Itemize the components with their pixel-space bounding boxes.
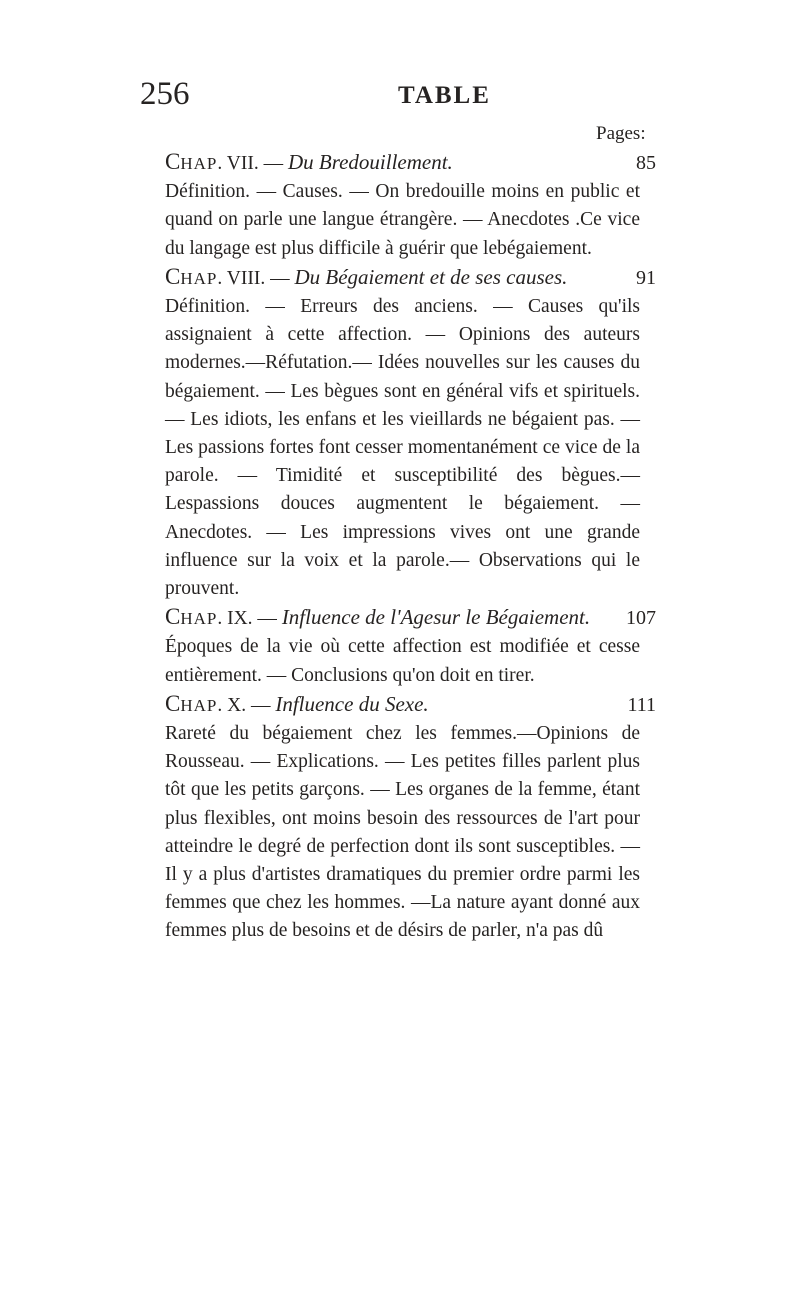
chapter-label: CHAP. VII. — Du Bredouillement. [165,149,453,174]
chapter-entry [165,603,656,690]
chapter-summary: Définition. — Causes. — On bredouille moins en public et quand on parle une langue étrangère. — Anecdotes .Ce vice du langage est plus difficile à guérir que lebégaiement. [165,181,640,259]
page-header [0,74,800,114]
chapter-entry [165,690,656,946]
chapter-heading [165,148,656,178]
page-number: 256 [140,76,190,112]
chapter-title: Du Bredouillement. [287,150,453,174]
chapter-heading [165,263,656,293]
chapter-page-number: 85 [636,152,656,174]
chapter-title: Influence de l'Agesur le Bégaiement. [281,605,591,630]
chapter-label: CHAP. IX. — Influence de l'Agesur le Bégaiement. [165,604,591,630]
chapter-page-number: 91 [636,266,656,289]
table-of-contents [165,148,656,946]
chapter-summary: Rareté du bégaiement chez les femmes.—Opinions de Rousseau. — Explications. — Les petites filles parlent plus tôt que les petits garçons. — Les organes de la femme, étant plus flexibles, ont moins besoin des ressources de l'art pour atteindre le degré de perfection dont ils sont susceptibles. — Il y a plus d'artistes dramatiques du premier ordre parmi les femmes que chez les hommes. —La nature ayant donné aux femmes plus de besoins et de désirs de parler, n'a pas dû [165,723,640,942]
chapter-page-number: 111 [627,693,656,716]
chapter-title: Du Bégaiement et de ses causes. [294,264,568,289]
chapter-heading [165,690,656,720]
chapter-label: CHAP. VIII. — Du Bégaiement et de ses causes. [165,263,568,289]
chapter-title: Influence du Sexe. [275,691,429,716]
chapter-page-number: 107 [626,607,656,630]
chapter-heading [165,603,656,633]
chapter-summary: Définition. — Erreurs des anciens. — Causes qu'ils assignaient à cette affection. — Opinions des auteurs modernes.—Réfutation.— Idées nouvelles sur les causes du bégaiement. — Les bègues sont en général vifs et spirituels. — Les idiots, les enfans et les vieillards ne bégaient pas. — Les passions fortes font cesser momentanément ce vice de la parole. — Timidité et susceptibilité des bègues.—Lespassions douces augmentent le bégaiement. — Anecdotes. — Les impressions vives ont une grande influence sur la voix et la parole.— Observations qui le prouvent. [165,296,640,600]
chapter-entry [165,148,656,263]
running-head: TABLE [398,82,491,109]
chapter-summary: Époques de la vie où cette affection est modifiée et cesse entièrement. — Conclusions qu'on doit en tirer. [165,636,640,686]
chapter-label: CHAP. X. — Influence du Sexe. [165,690,429,716]
chapter-entry [165,263,656,603]
pages-column-label: Pages: [596,123,646,144]
